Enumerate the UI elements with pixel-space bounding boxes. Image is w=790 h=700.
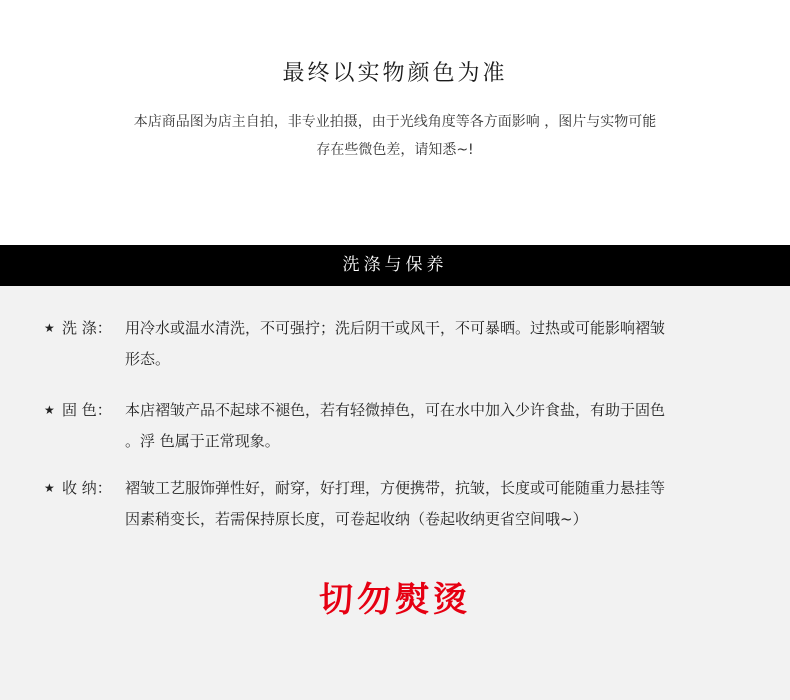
care-item-line-1: 本店褶皱产品不起球不褪色，若有轻微掉色，可在水中加入少许食盐，有助于固色 <box>125 401 666 419</box>
star-icon: ★ <box>44 481 55 495</box>
color-notice-title: 最终以实物颜色为准 <box>282 61 508 86</box>
care-item-label: 洗 涤： <box>62 319 112 337</box>
care-item-label: 固 色： <box>62 401 112 419</box>
star-icon: ★ <box>44 403 55 417</box>
no-ironing-warning: 切勿熨烫 <box>319 580 471 620</box>
care-item-line-2: 形态。 <box>125 350 171 368</box>
care-item-text <box>125 473 744 535</box>
care-item-text <box>125 395 744 457</box>
color-notice-line-2: 存在些微色差，请知悉~! <box>316 142 474 158</box>
star-icon: ★ <box>44 321 55 335</box>
care-item-washing <box>44 313 744 375</box>
care-item-line-2: 。浮 色属于正常现象。 <box>125 432 280 450</box>
care-item-line-1: 用冷水或温水清洗，不可强拧；洗后阴干或风干，不可暴晒。过热或可能影响褶皱 <box>125 319 666 337</box>
care-item-storage <box>44 473 744 535</box>
care-item-colorfast <box>44 395 744 457</box>
care-item-line-1: 褶皱工艺服饰弹性好，耐穿，好打理，方便携带，抗皱，长度或可能随重力悬挂等 <box>125 479 666 497</box>
care-section-header: 洗涤与保养 <box>0 245 790 286</box>
care-item-text <box>125 313 744 375</box>
care-item-label: 收 纳： <box>62 479 112 497</box>
color-notice-line-1: 本店商品图为店主自拍，非专业拍摄，由于光线角度等各方面影响 ，图片与实物可能 <box>133 114 657 130</box>
color-notice-description <box>70 108 720 164</box>
care-item-line-2: 因素稍变长，若需保持原长度，可卷起收纳（卷起收纳更省空间哦~） <box>125 510 588 528</box>
color-notice-panel <box>0 0 790 245</box>
